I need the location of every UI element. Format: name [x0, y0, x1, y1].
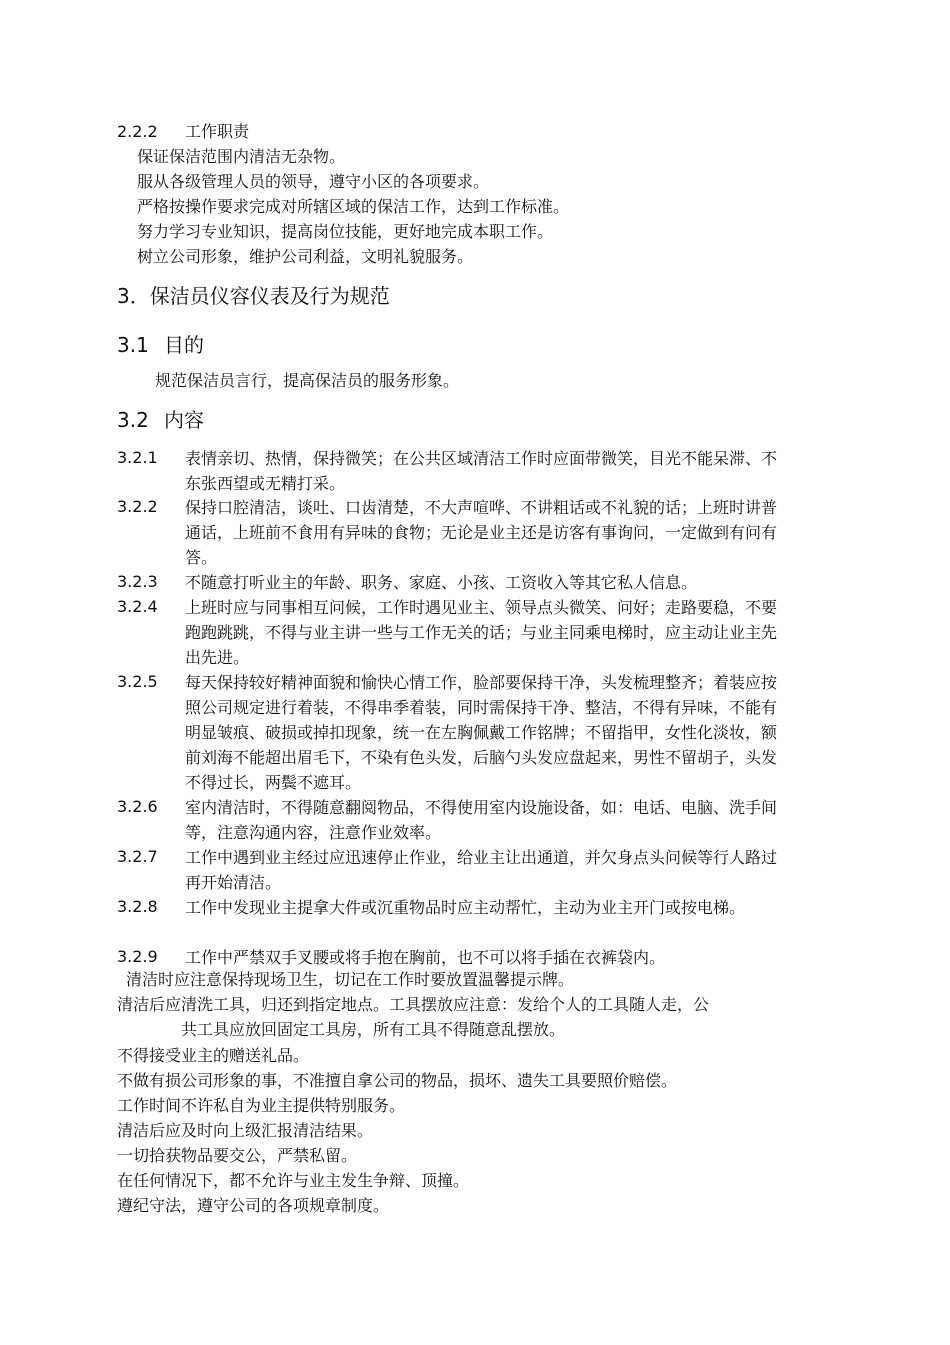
item-number: 3.2.2 — [117, 497, 158, 516]
duty-line: 努力学习专业知识，提高岗位技能，更好地完成本职工作。 — [137, 222, 554, 241]
item-text: 室内清洁时，不得随意翻阅物品，不得使用室内设施设备，如：电话、电脑、洗手间等，注意沟通内容，注意作业效率。 — [185, 798, 778, 842]
duty-line: 树立公司形象，维护公司利益，文明礼貌服务。 — [137, 247, 474, 266]
item-number: 3.2.6 — [117, 797, 158, 816]
section-3-1-number: 3.1 — [117, 333, 149, 357]
section-3-heading: 3．保洁员仪容仪表及行为规范 — [117, 284, 390, 308]
tail-line: 清洁后应及时向上级汇报清洁结果。 — [117, 1121, 374, 1140]
section-2-2-2-title: 工作职责 — [185, 122, 250, 141]
section-3-1-title: 目的 — [164, 333, 204, 357]
tail-line: 一切拾获物品要交公，严禁私留。 — [117, 1146, 358, 1165]
section-2-2-2-number: 2.2.2 — [117, 122, 158, 141]
item-number: 3.2.8 — [117, 897, 158, 916]
duty-line: 服从各级管理人员的领导，遵守小区的各项要求。 — [137, 172, 490, 191]
item-text: 工作中严禁双手叉腰或将手抱在胸前，也不可以将手插在衣裤袋内。 — [185, 948, 666, 967]
duty-line: 严格按操作要求完成对所辖区域的保洁工作，达到工作标准。 — [137, 197, 570, 216]
item-text: 表情亲切、热情，保持微笑；在公共区域清洁工作时应面带微笑，目光不能呆滞、不东张西望或无精打采。 — [185, 449, 778, 493]
section-3-2-number: 3.2 — [117, 408, 149, 432]
item-number: 3.2.1 — [117, 448, 158, 467]
item-number: 3.2.3 — [117, 572, 158, 591]
purpose-text: 规范保洁员言行，提高保洁员的服务形象。 — [155, 371, 460, 390]
duty-line: 保证保洁范围内清洁无杂物。 — [137, 147, 346, 166]
tail-line: 遵纪守法，遵守公司的各项规章制度。 — [117, 1196, 390, 1215]
tail-line: 清洁后应清洗工具，归还到指定地点。工具摆放应注意：发给个人的工具随人走，公 — [117, 995, 710, 1014]
tail-line: 共工具应放回固定工具房，所有工具不得随意乱摆放。 — [181, 1020, 566, 1039]
item-text: 不随意打听业主的年龄、职务、家庭、小孩、工资收入等其它私人信息。 — [185, 573, 698, 592]
item-number: 3.2.7 — [117, 847, 158, 866]
item-text: 工作中发现业主提拿大件或沉重物品时应主动帮忙，主动为业主开门或按电梯。 — [185, 898, 746, 917]
tail-line: 不做有损公司形象的事，不准擅自拿公司的物品，损坏、遗失工具要照价赔偿。 — [117, 1071, 678, 1090]
tail-line: 清洁时应注意保持现场卫生，切记在工作时要放置温馨提示牌。 — [126, 970, 575, 989]
tail-line: 工作时间不许私自为业主提供特别服务。 — [117, 1096, 406, 1115]
item-number: 3.2.9 — [117, 947, 158, 966]
tail-line: 在任何情况下，都不允许与业主发生争辩、顶撞。 — [117, 1171, 470, 1190]
tail-line: 不得接受业主的赠送礼品。 — [117, 1046, 310, 1065]
section-3-2-title: 内容 — [164, 408, 204, 432]
item-number: 3.2.4 — [117, 597, 158, 616]
item-number: 3.2.5 — [117, 672, 158, 691]
item-text: 每天保持较好精神面貌和愉快心情工作，脸部要保持干净，头发梳理整齐；着装应按照公司规定进行着装，不得串季着装，同时需保持干净、整洁，不得有异味，不能有明显皱痕、破损或掉扣现象，统一在左胸佩戴工作铭牌；不留指甲，女性化淡妆，额前刘海不能超出眉毛下，不染有色头发，后脑勺头发应盘起来，男性不留胡子，头发不得过长，两鬓不遮耳。 — [185, 673, 778, 792]
item-text: 保持口腔清洁，谈吐、口齿清楚，不大声喧哗、不讲粗话或不礼貌的话；上班时讲普通话，上班前不食用有异味的食物；无论是业主还是访客有事询问，一定做到有问有答。 — [185, 498, 778, 567]
item-text: 上班时应与同事相互问候，工作时遇见业主、领导点头微笑、问好；走路要稳，不要跑跑跳跳，不得与业主讲一些与工作无关的话；与业主同乘电梯时，应主动让业主先出先进。 — [185, 598, 778, 667]
item-text: 工作中遇到业主经过应迅速停止作业，给业主让出通道，并欠身点头问候等行人路过再开始清洁。 — [185, 848, 778, 892]
